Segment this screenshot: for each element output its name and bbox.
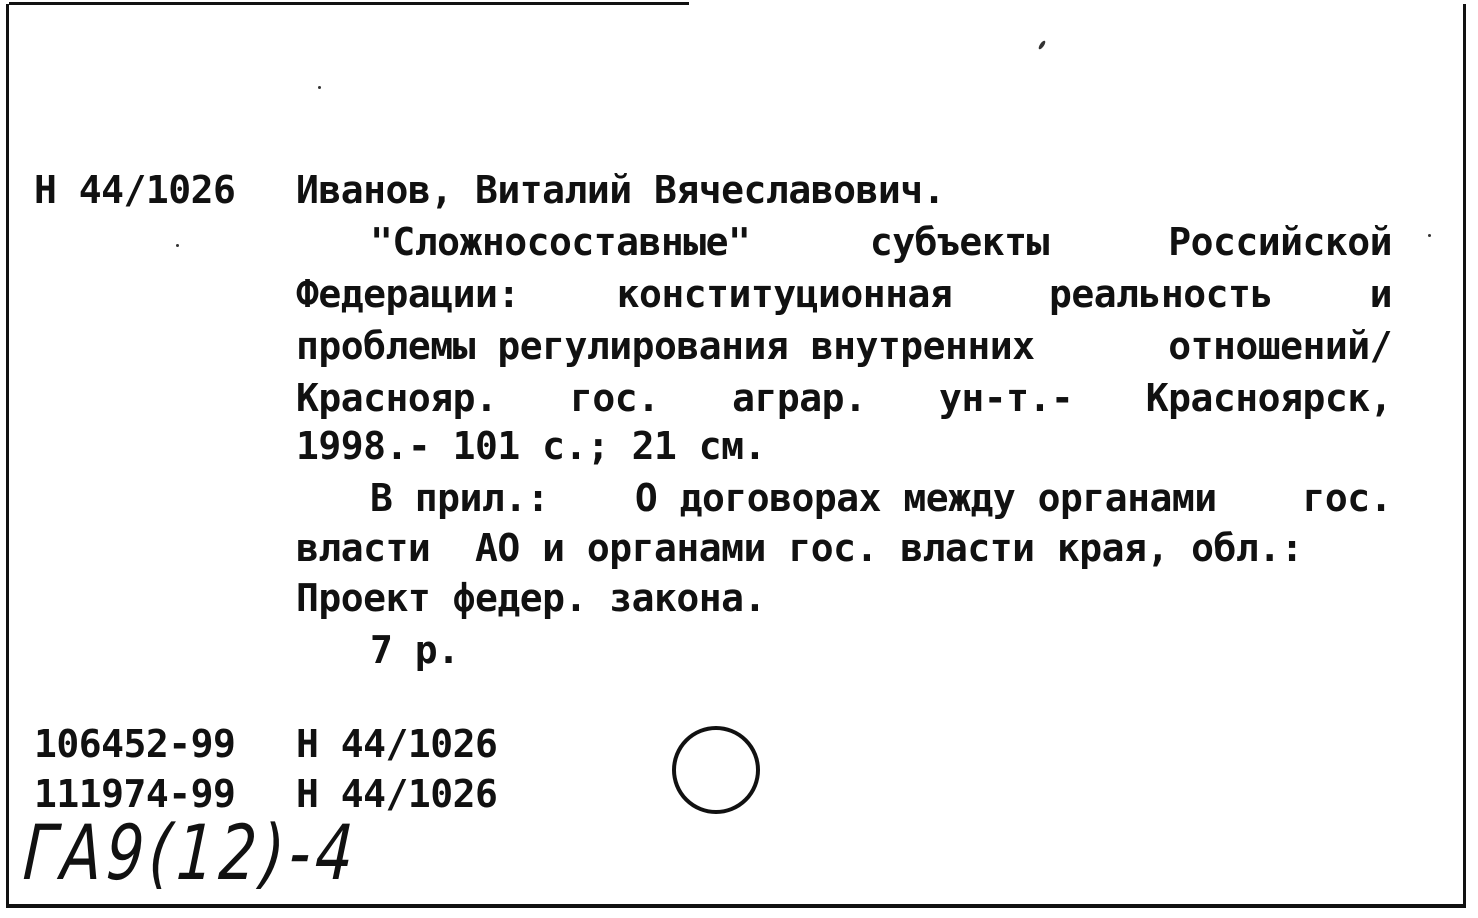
title-word: реальность bbox=[1049, 272, 1273, 316]
title-word: субъекты bbox=[869, 220, 1049, 264]
author-heading: Иванов, Виталий Вячеславович. bbox=[296, 168, 945, 212]
title-line-1 bbox=[370, 220, 1392, 264]
title-word: отношений/ bbox=[1168, 324, 1392, 368]
title-word: конституционная bbox=[616, 272, 953, 316]
title-word: аграр. bbox=[732, 376, 867, 420]
call-number: Н 44/1026 bbox=[34, 168, 236, 212]
scan-speck bbox=[1428, 234, 1431, 237]
note-line-3: Проект федер. закона. bbox=[296, 576, 766, 620]
punch-hole-circle bbox=[672, 726, 760, 814]
title-word: и bbox=[1369, 272, 1392, 316]
title-line-2 bbox=[296, 272, 1392, 316]
title-word: проблемы регулирования внутренних bbox=[296, 324, 1035, 368]
note-line-2: власти АО и органами гос. власти края, обл.: bbox=[296, 526, 1304, 570]
handwritten-classification-code: ГА9(12)-4 bbox=[21, 808, 361, 897]
note-line-1 bbox=[370, 476, 1392, 520]
holding-call-number: Н 44/1026 bbox=[296, 772, 498, 816]
note-segment: В прил.: bbox=[370, 476, 550, 520]
card-top-edge bbox=[9, 2, 689, 5]
note-segment: гос. bbox=[1302, 476, 1392, 520]
inventory-number: 111974-99 bbox=[34, 772, 236, 816]
scan-speck bbox=[318, 86, 321, 89]
title-word: Красноярск, bbox=[1145, 376, 1392, 420]
scan-speck bbox=[176, 244, 179, 247]
imprint: 1998.- 101 с.; 21 см. bbox=[296, 424, 766, 468]
title-line-3 bbox=[296, 324, 1392, 368]
holding-call-number: Н 44/1026 bbox=[296, 722, 498, 766]
title-word: Российской bbox=[1168, 220, 1392, 264]
note-segment: О договорах между органами bbox=[634, 476, 1217, 520]
title-word: ун-т.- bbox=[938, 376, 1074, 420]
price: 7 р. bbox=[370, 628, 460, 672]
inventory-number: 106452-99 bbox=[34, 722, 236, 766]
title-word: гос. bbox=[569, 376, 660, 420]
title-word: Краснояр. bbox=[296, 376, 498, 420]
title-word: Федерации: bbox=[296, 272, 520, 316]
title-word: "Сложносоставные" bbox=[370, 220, 751, 264]
title-line-4 bbox=[296, 376, 1392, 420]
